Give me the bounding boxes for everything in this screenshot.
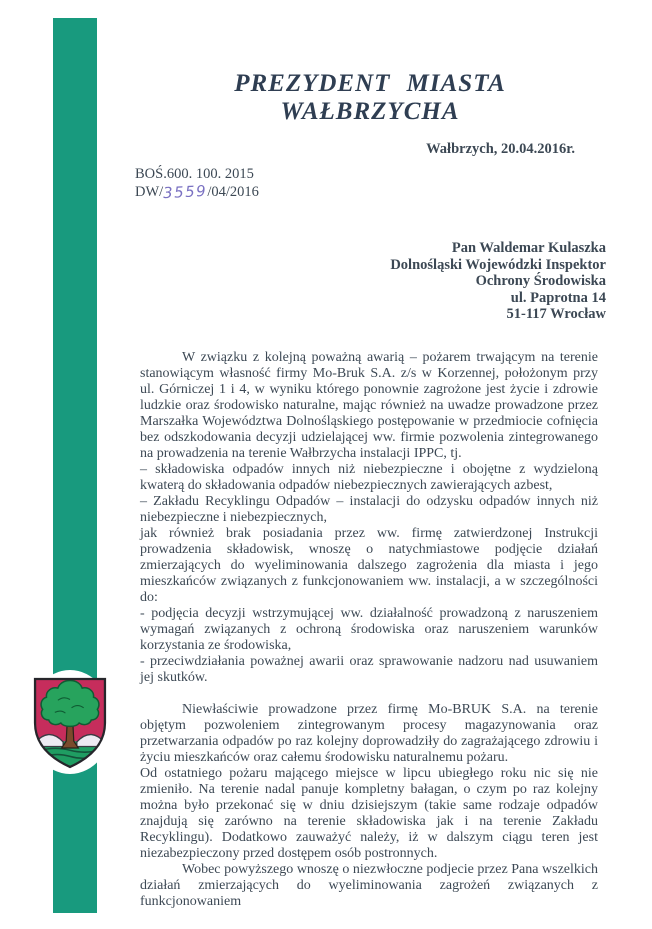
recipient-city: 51-117 Wrocław xyxy=(506,306,606,322)
walbrzych-coat-of-arms-icon xyxy=(32,676,108,770)
letter-body xyxy=(140,350,598,910)
recipient-title-line-1: Dolnośląski Wojewódzki Inspektor xyxy=(390,256,606,273)
recipient-street: ul. Paprotna 14 xyxy=(510,289,606,306)
place-and-date: Wałbrzych, 20.04.2016r. xyxy=(426,141,575,157)
paragraph-closing: Wobec powyższego wnoszę o niezwłoczne podjecie przez Pana wszelkich działań zmierzających do wyeliminowania zagrożeń związanych z funkcjonowaniem xyxy=(140,862,598,909)
reference-line-1: BOŚ.600. 100. 2015 xyxy=(135,166,254,182)
reference-line-2 xyxy=(135,183,259,201)
reference-line-2-prefix: DW/ xyxy=(135,184,164,200)
reference-numbers xyxy=(135,166,259,201)
list-item-recycling-plant: – Zakładu Recyklingu Odpadów – instalacji do odzysku odpadów innych niż niebezpieczne i niebezpiecznych, xyxy=(140,494,598,525)
list-item-landfill: – składowiska odpadów innych niż niebezpieczne i obojętne z wydzieloną kwaterą do składowania odpadów niebezpiecznych zawierających azbest, xyxy=(140,462,598,493)
handwritten-case-number: 3559 xyxy=(162,181,208,203)
recipient-name: Pan Waldemar Kulaszka xyxy=(451,240,606,256)
recipient-address-block xyxy=(330,240,606,323)
list-item-decision: - podjęcia decyzji wstrzymującej ww. działalność prowadzoną z naruszeniem wymagań związanych z ochroną środowiska oraz naruszeniem warunków korzystania ze środowiska, xyxy=(140,606,598,653)
paragraph-intro: W związku z kolejną poważną awarią – pożarem trwającym na terenie stanowiącym własność firmy Mo-Bruk S.A. z/s w Korzennej, położonym przy ul. Górniczej 1 i 4, w wyniku którego ponownie zagrożone jest życie i zdrowie ludzkie oraz środowisko naturalne, mając również na uwadze prowadzone przez Marszałka Województwa Dolnośląskiego postępowanie w przedmiocie cofnięcia bez odszkodowania decyzji udzielającej ww. firmie pozwolenia zintegrowanego na prowadzenia na terenie Wałbrzycha instalacji IPPC, tj. xyxy=(140,350,598,461)
paragraph-improper-operations: Niewłaściwie prowadzone przez firmę Mo-BRUK S.A. na terenie objętym pozwoleniem zintegrowanym procesy magazynowania oraz przetwarzania odpadów po raz kolejny doprowadziły do zagrażającego zdrowiu i życiu mieszkańców oraz całemu środowisku naturalnemu pożaru. xyxy=(140,702,598,765)
reference-line-2-suffix: /04/2016 xyxy=(207,184,259,200)
decorative-green-bar xyxy=(53,18,97,913)
paragraph-requirements: jak również brak posiadania przez ww. firmę zatwierdzonej Instrukcji prowadzenia składowisk, wnoszę o natychmiastowe podjęcie działań zmierzających do wyeliminowania dalszego zagrożenia dla miasta i jego mieszkańców związanych z funkcjonowaniem ww. instalacji, a w szczególności do: xyxy=(140,526,598,605)
list-item-prevention: - przeciwdziałania poważnej awarii oraz sprawowanie nadzoru nad usuwaniem jej skutków. xyxy=(140,654,598,685)
paragraph-no-change: Od ostatniego pożaru mającego miejsce w lipcu ubiegłego roku nic się nie zmieniło. Na terenie nadal panuje kompletny bałagan, o czym po raz kolejny można było przekonać się w dniu dzisiejszym (takie same rodzaje odpadów znajdują się zarówno na terenie składowiska jak i na terenie Zakładu Recyklingu). Dodatkowo zauważyć należy, iż w dalszym ciągu teren jest niezabezpieczony przed dostępem osób postronnych. xyxy=(140,766,598,861)
letterhead-title: PREZYDENT MIASTA WAŁBRZYCHA xyxy=(234,70,506,125)
recipient-title-line-2: Ochrony Środowiska xyxy=(475,273,606,289)
